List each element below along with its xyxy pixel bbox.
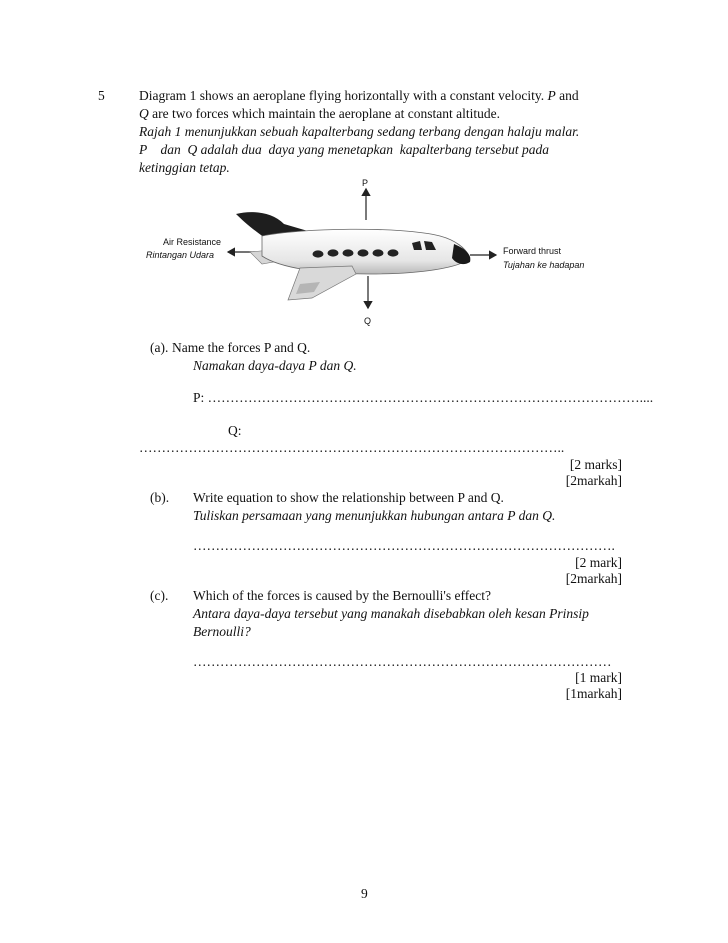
aeroplane-diagram bbox=[0, 172, 728, 332]
part-a-marks-en: [2 marks] bbox=[569, 457, 622, 472]
page-number: 9 bbox=[361, 886, 368, 901]
intro-ms-line1: Rajah 1 menunjukkan sebuah kapalterbang sedang terbang dengan halaju malar. bbox=[139, 124, 580, 139]
part-a-answer-p: P: …………………………………………………………………………………….... bbox=[193, 390, 654, 405]
intro-en-line2 bbox=[139, 106, 500, 122]
part-b-marks-ms: [2markah] bbox=[565, 571, 622, 586]
part-c-marks-ms: [1markah] bbox=[565, 686, 622, 701]
intro-en-text: Diagram 1 shows an aeroplane flying horizontally with a constant velocity. bbox=[139, 88, 545, 103]
part-a-question-en: Name the forces P and Q. bbox=[172, 340, 311, 355]
intro-ms-line2: P dan Q adalah dua daya yang menetapkan kapalterbang tersebut pada bbox=[139, 142, 549, 157]
part-c-question-en: Which of the forces is caused by the Bernoulli's effect? bbox=[193, 588, 491, 603]
part-a-label: (a). bbox=[150, 340, 169, 355]
part-a-marks-ms: [2markah] bbox=[565, 473, 622, 488]
part-c-marks-en: [1 mark] bbox=[575, 670, 622, 685]
part-b-question-en: Write equation to show the relationship between P and Q. bbox=[193, 490, 504, 505]
intro-q-symbol: Q bbox=[139, 106, 149, 121]
part-b-question-ms: Tuliskan persamaan yang menunjukkan hubungan antara P dan Q. bbox=[193, 508, 556, 523]
forward-thrust-en: Forward thrust bbox=[503, 246, 562, 256]
part-c-question-ms-line2: Bernoulli? bbox=[193, 624, 251, 639]
part-b-marks-en: [2 mark] bbox=[575, 555, 622, 570]
part-c-answer-line: ………………………………………………………………………………… bbox=[193, 654, 612, 669]
part-b-answer-line: …………………………………………………………………………………. bbox=[193, 538, 615, 553]
part-b-label: (b). bbox=[150, 490, 170, 505]
forward-thrust-ms: Tujahan ke hadapan bbox=[503, 260, 585, 270]
part-c-question-ms-line1: Antara daya-daya tersebut yang manakah disebabkan oleh kesan Prinsip bbox=[193, 606, 589, 621]
label-p: P bbox=[362, 178, 369, 188]
part-a-answer-q-line: ………………………………………………………………………………….. bbox=[139, 440, 565, 455]
intro-ms-line3: ketinggian tetap. bbox=[139, 160, 230, 175]
question-number: 5 bbox=[98, 88, 105, 103]
intro-en-text2: are two forces which maintain the aeroplane at constant altitude. bbox=[152, 106, 500, 121]
part-c-label: (c). bbox=[150, 588, 169, 603]
aeroplane-illustration bbox=[236, 212, 470, 300]
part-a-question-ms: Namakan daya-daya P dan Q. bbox=[193, 358, 357, 373]
air-resistance-ms: Rintangan Udara bbox=[146, 250, 215, 260]
air-resistance-en: Air Resistance bbox=[163, 237, 222, 247]
label-q: Q bbox=[364, 316, 372, 326]
part-a-answer-q-label: Q: bbox=[228, 423, 242, 438]
intro-p-symbol: P bbox=[547, 88, 556, 103]
intro-and: and bbox=[559, 88, 579, 103]
intro-en-line1 bbox=[139, 88, 579, 104]
